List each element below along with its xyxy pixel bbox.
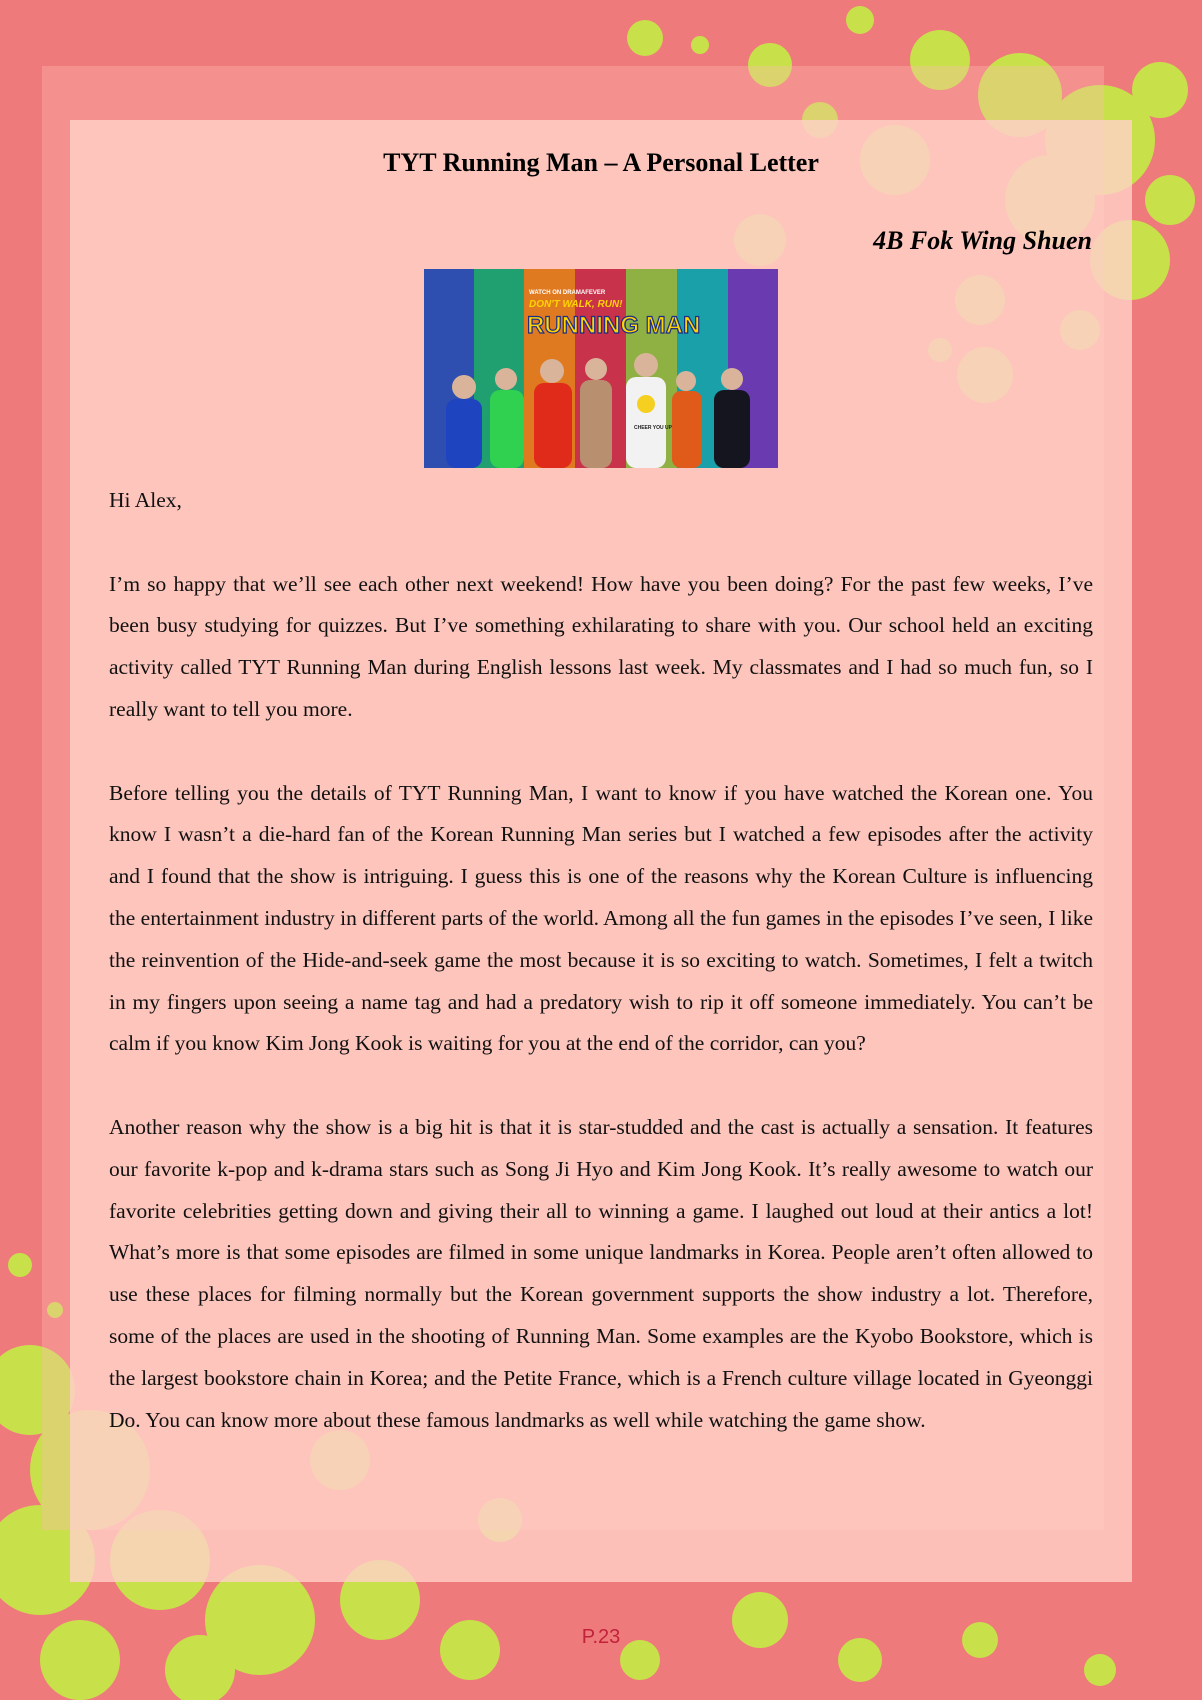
page-number: P.23	[581, 1626, 621, 1648]
banner-logo: RUNNING MAN	[527, 312, 701, 339]
banner-tagline: DON'T WALK, RUN!	[529, 299, 623, 310]
letter-paragraph: I’m so happy that we’ll see each other next weekend! How have you been doing? For the past few weeks, I’ve been busy studying for quizzes. But I’ve something exhilarating to share with you. Our school held an exciting activity called TYT Running Man during English lessons last week. My classmates and I had so much fun, so I really want to tell you more.	[109, 571, 1093, 721]
letter-paragraph: Before telling you the details of TYT Running Man, I want to know if you have watched the Korean one. You know I wasn’t a die-hard fan of the Korean Running Man series but I watched a few episodes after the activity and I found that the show is intriguing. I guess this is one of the reasons why the Korean Culture is influencing the entertainment industry in different parts of the world. Among all the fun games in the episodes I’ve seen, I like the reinvention of the Hide-and-seek game the most because it is so exciting to watch. Sometimes, I felt a twitch in my fingers upon seeing a name tag and had a predatory wish to rip it off someone immediately. You can’t be calm if you know Kim Jong Kook is waiting for you at the end of the corridor, can you?	[109, 780, 1093, 1056]
letter-body	[109, 480, 1093, 1483]
letter-paragraph: Another reason why the show is a big hit is that it is star-studded and the cast is actually a sensation. It features our favorite k-pop and k-drama stars such as Song Ji Hyo and Kim Jong Kook. It’s really awesome to watch our favorite celebrities getting down and giving their all to winning a game. I laughed out loud at their antics a lot! What’s more is that some episodes are filmed in some unique landmarks in Korea. People aren’t often allowed to use these places for filming normally but the Korean government supports the show industry a lot. Therefore, some of the places are used in the shooting of Running Man. Some examples are the Kyobo Bookstore, which is the largest bookstore chain in Korea; and the Petite France, which is a French culture village located in Gyeonggi Do. You can know more about these famous landmarks as well while watching the game show.	[109, 1114, 1093, 1432]
banner-top-text: WATCH ON DRAMAFEVER	[529, 290, 606, 296]
letter-greeting: Hi Alex,	[109, 488, 182, 512]
running-man-banner-image	[424, 269, 778, 468]
banner-shirt-text: CHEER YOU UP	[634, 425, 672, 431]
letter-title: TYT Running Man – A Personal Letter	[383, 148, 819, 177]
author-name: 4B Fok Wing Shuen	[873, 226, 1092, 255]
